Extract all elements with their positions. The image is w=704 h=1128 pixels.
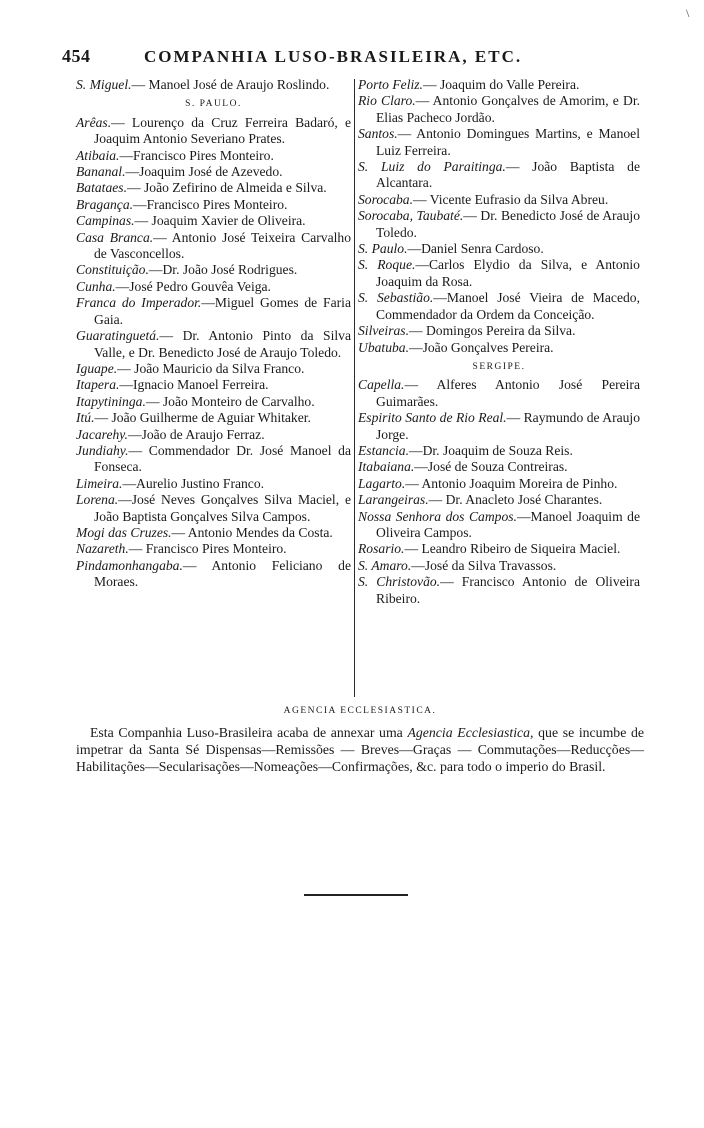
place-name: Pindamonhangaba. <box>76 557 183 573</box>
agent-name: — João Monteiro de Carvalho. <box>145 393 315 409</box>
agent-entry <box>358 159 640 192</box>
place-name: Rio Claro. <box>358 93 416 109</box>
agent-name: —José da Silva Travassos. <box>411 557 557 573</box>
agent-name: —Francisco Pires Monteiro. <box>133 196 288 212</box>
agent-name: —Manoel Joaquim de Oliveira Campos. <box>376 508 641 540</box>
agent-name: — Antonio Mendes da Costa. <box>171 524 333 540</box>
place-name: Cunha. <box>76 278 116 294</box>
agent-entry <box>76 541 351 557</box>
place-name: Itú. <box>76 410 95 426</box>
agency-text-italic: Agencia Ecclesiastica, <box>407 725 534 740</box>
agency-section <box>76 706 644 775</box>
place-name: Rosario. <box>358 541 405 557</box>
agent-entry <box>76 492 351 525</box>
agent-name: — Francisco Antonio de Oliveira Ribeiro. <box>376 574 640 606</box>
agent-entry <box>358 476 640 492</box>
agent-name: — Dr. Antonio Pinto da Silva Valle, e Dr. Benedicto José de Araujo Toledo. <box>94 328 351 360</box>
agent-name: — Antonio Domingues Martins, e Manoel Luiz Ferreira. <box>376 126 640 158</box>
agent-name: —Ignacio Manoel Ferreira. <box>119 377 269 393</box>
agent-entry <box>358 257 640 290</box>
agent-name: —Dr. Joaquim de Souza Reis. <box>408 442 573 458</box>
agent-entry <box>76 394 351 410</box>
agency-text-after: que se incumbe de impetrar da Santa Sé Dispensas—Remissões — Breves—Graças — Commutações—Reducções—Habilitações—Secularisações—Nomeações—Confirmações, &c. para todo o imperio do Brasil. <box>76 725 644 774</box>
agent-entry <box>358 541 640 557</box>
agent-entry <box>76 295 351 328</box>
place-name: Espirito Santo de Rio Real. <box>358 410 507 426</box>
corner-mark: \ <box>686 6 690 20</box>
place-name: Campinas. <box>76 213 135 229</box>
agent-entry <box>358 208 640 241</box>
place-name: Itabaiana. <box>358 459 415 475</box>
place-name: Estancia. <box>358 442 409 458</box>
agent-entry <box>358 459 640 475</box>
place-name: Nazareth. <box>76 541 129 557</box>
place-name: S. Roque. <box>358 257 416 273</box>
place-name: Larangeiras. <box>358 492 429 508</box>
place-name: Constituição. <box>76 262 149 278</box>
agent-name: — Dr. Benedicto José de Araujo Toledo. <box>376 208 640 240</box>
agent-name: — Vicente Eufrasio da Silva Abreu. <box>413 191 609 207</box>
place-name: Jundiahy. <box>76 442 129 458</box>
place-name: Limeira. <box>76 475 123 491</box>
agent-entry <box>358 93 640 126</box>
place-name: Franca do Imperador. <box>76 295 202 311</box>
place-name: S. Christovão. <box>358 574 441 590</box>
place-name: Atibaia. <box>76 147 120 163</box>
agent-name: —João de Araujo Ferraz. <box>127 426 265 442</box>
directory-columns <box>76 77 644 699</box>
agent-entry <box>358 77 640 93</box>
agent-name: — Lourenço da Cruz Ferreira Badaró, e Joaquim Antonio Severiano Prates. <box>94 114 351 147</box>
place-name: S. Miguel. <box>76 77 132 92</box>
agent-name: —José Pedro Gouvêa Veiga. <box>115 278 271 294</box>
place-name: Ubatuba. <box>358 339 409 355</box>
agent-name: — João Mauricio da Silva Franco. <box>117 360 305 376</box>
agent-entry <box>358 509 640 542</box>
agent-entry <box>76 115 351 148</box>
page-header <box>62 46 646 74</box>
place-name: Batataes. <box>76 180 127 196</box>
agent-name: —Daniel Senra Cardoso. <box>407 241 544 257</box>
agent-name: —Carlos Elydio da Silva, e Antonio Joaquim da Rosa. <box>376 257 640 289</box>
agent-name: — Antonio Joaquim Moreira de Pinho. <box>405 475 618 491</box>
agent-name: — Joaquim Xavier de Oliveira. <box>134 213 306 229</box>
page-number: 454 <box>62 46 91 66</box>
running-title: COMPANHIA LUSO-BRASILEIRA, ETC. <box>144 47 523 66</box>
agent-name: — Leandro Ribeiro de Siqueira Maciel. <box>404 541 621 557</box>
agent-entry <box>76 230 351 263</box>
agent-name: — Antonio Gonçalves de Amorim, e Dr. Elias Pacheco Jordão. <box>376 93 640 125</box>
agent-name: — Commendador Dr. José Manoel da Fonseca. <box>94 442 351 475</box>
agent-entry <box>76 279 351 295</box>
agent-entry <box>76 180 351 196</box>
place-name: S. Sebastião. <box>358 290 434 306</box>
agent-entry <box>76 525 351 541</box>
agent-name: — Dr. Anacleto José Charantes. <box>428 492 603 508</box>
column-divider <box>354 79 355 697</box>
agent-entry <box>76 77 351 93</box>
place-name: Sorocaba. <box>358 191 413 207</box>
place-name: Mogi das Cruzes. <box>76 524 172 540</box>
agency-paragraph <box>76 724 644 775</box>
agent-entry <box>358 192 640 208</box>
agent-entry <box>76 361 351 377</box>
agent-name: —Aurelio Justino Franco. <box>122 475 265 491</box>
place-name: Casa Branca. <box>76 229 154 245</box>
agent-name: — Joaquim do Valle Pereira. <box>422 77 580 92</box>
agent-name: —Manoel José Vieira de Macedo, Commendador da Ordem da Conceição. <box>376 290 640 322</box>
agent-name: —Miguel Gomes de Faria Gaia. <box>94 295 351 327</box>
agent-name: — Manoel José de Araujo Roslindo. <box>131 77 330 92</box>
agent-name: —Francisco Pires Monteiro. <box>119 147 274 163</box>
agent-entry <box>76 328 351 361</box>
place-name: Bragança. <box>76 196 134 212</box>
agent-name: —José de Souza Contreiras. <box>414 459 568 475</box>
agent-name: — João Zefirino de Almeida e Silva. <box>126 180 327 196</box>
place-name: S. Paulo. <box>358 241 408 257</box>
agent-name: — João Baptista de Alcantara. <box>376 159 640 191</box>
agent-name: —João Gonçalves Pereira. <box>408 339 554 355</box>
place-name: Arêas. <box>76 114 112 130</box>
agency-heading: AGENCIA ECCLESIASTICA. <box>283 706 437 716</box>
agent-entry <box>76 427 351 443</box>
agent-entry <box>76 148 351 164</box>
right-column <box>358 77 640 607</box>
province-heading: S. PAULO. <box>185 99 242 110</box>
agency-text-before: Esta Companhia Luso-Brasileira acaba de annexar uma <box>90 725 408 740</box>
left-column <box>76 77 351 591</box>
agent-entry <box>358 443 640 459</box>
place-name: Itapytininga. <box>76 393 146 409</box>
agent-entry <box>76 377 351 393</box>
agent-entry <box>76 410 351 426</box>
place-name: Nossa Senhora dos Campos. <box>358 508 517 524</box>
agent-name: — Domingos Pereira da Silva. <box>408 323 576 339</box>
place-name: Santos. <box>358 126 398 142</box>
province-heading: SERGIPE. <box>472 361 526 372</box>
agent-name: —Dr. João José Rodrigues. <box>148 262 298 278</box>
agent-name: —José Neves Gonçalves Silva Maciel, e João Baptista Gonçalves Silva Campos. <box>94 492 351 524</box>
agent-name: — Antonio José Teixeira Carvalho de Vasconcellos. <box>94 229 352 262</box>
place-name: S. Amaro. <box>358 557 412 573</box>
agent-entry <box>76 476 351 492</box>
agent-name: — Francisco Pires Monteiro. <box>128 541 287 557</box>
place-name: Lorena. <box>76 492 119 508</box>
place-name: Sorocaba, Taubaté. <box>358 208 464 224</box>
agent-entry <box>76 197 351 213</box>
agent-entry <box>76 558 351 591</box>
agent-entry <box>358 323 640 339</box>
end-rule <box>304 894 408 896</box>
agent-entry <box>76 262 351 278</box>
agent-name: — João Guilherme de Aguiar Whitaker. <box>94 410 311 426</box>
agent-entry <box>76 443 351 476</box>
place-name: Lagarto. <box>358 475 406 491</box>
agent-entry <box>76 213 351 229</box>
agent-entry <box>358 574 640 607</box>
agent-entry <box>358 492 640 508</box>
agent-entry <box>358 377 640 410</box>
place-name: Iguape. <box>76 360 118 376</box>
agent-name: — Alferes Antonio José Pereira Guimarães. <box>376 377 640 409</box>
place-name: Porto Feliz. <box>358 77 423 92</box>
place-name: Capella. <box>358 377 405 393</box>
agent-entry <box>358 241 640 257</box>
place-name: Guaratinguetá. <box>76 328 160 344</box>
agent-name: — Antonio Feliciano de Moraes. <box>94 557 351 590</box>
place-name: Itapera. <box>76 377 120 393</box>
agent-name: — Raymundo de Araujo Jorge. <box>376 410 640 442</box>
agent-entry <box>358 340 640 356</box>
place-name: S. Luiz do Paraitinga. <box>358 159 506 175</box>
place-name: Bananal. <box>76 164 126 180</box>
agent-entry <box>358 410 640 443</box>
place-name: Jacarehy. <box>76 426 128 442</box>
agent-entry <box>358 126 640 159</box>
agent-name: —Joaquim José de Azevedo. <box>125 164 283 180</box>
place-name: Silveiras. <box>358 323 409 339</box>
agent-entry <box>76 164 351 180</box>
agent-entry <box>358 558 640 574</box>
agent-entry <box>358 290 640 323</box>
